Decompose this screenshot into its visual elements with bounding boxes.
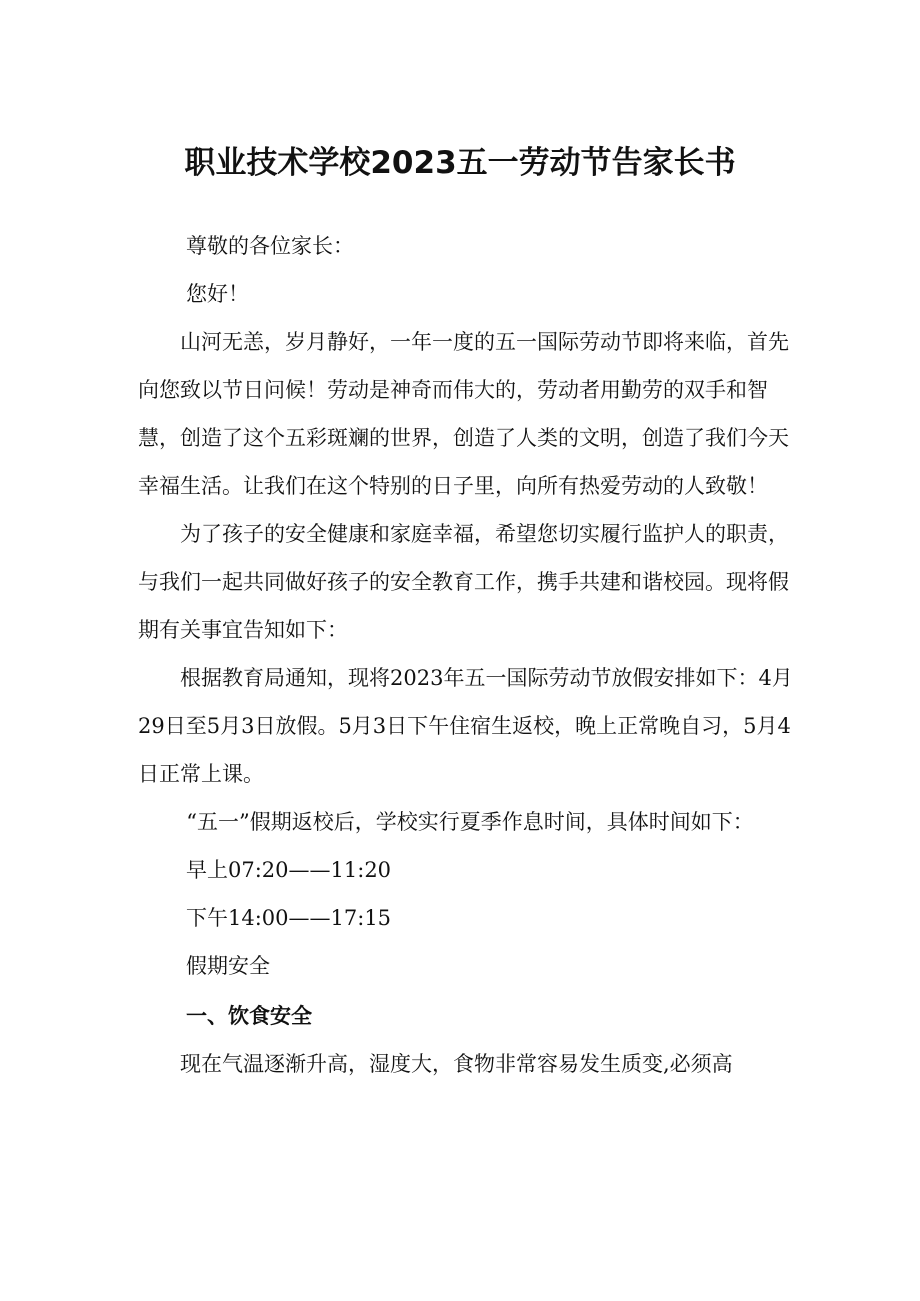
document-body — [138, 222, 802, 1088]
paragraph-holiday-greeting: 山河无恙，岁月静好，一年一度的五一国际劳动节即将来临，首先向您致以节日问候！劳动是神奇而伟大的，劳动者用勤劳的双手和智慧，创造了这个五彩斑斓的世界，创造了人类的文明，创造了我们今天幸福生活。让我们在这个特别的日子里，向所有热爱劳动的人致敬！ — [138, 330, 789, 498]
paragraph-safety-responsibility: 为了孩子的安全健康和家庭幸福，希望您切实履行监护人的职责，与我们一起共同做好孩子的安全教育工作，携手共建和谐校园。现将假期有关事宜告知如下： — [138, 522, 789, 642]
paragraph-food-safety: 现在气温逐渐升高，湿度大，食物非常容易发生质变,必须高 — [180, 1052, 733, 1076]
salutation: 尊敬的各位家长： — [186, 234, 354, 258]
paragraph-summer-timetable: “五一”假期返校后，学校实行夏季作息时间，具体时间如下： — [186, 810, 754, 834]
paragraph-holiday-schedule: 根据教育局通知，现将2023年五一国际劳动节放假安排如下：4月29日至5月3日放假。5月3日下午住宿生返校，晚上正常晚自习，5月4日正常上课。 — [138, 666, 793, 786]
heading-food-safety: 一、饮食安全 — [186, 1004, 312, 1028]
document-title: 职业技术学校2023五一劳动节告家长书 — [184, 145, 736, 181]
greeting: 您好！ — [186, 282, 249, 306]
schedule-afternoon: 下午14:00——17:15 — [186, 906, 392, 930]
section-label-holiday-safety: 假期安全 — [186, 954, 270, 978]
schedule-morning: 早上07:20——11:20 — [186, 858, 392, 882]
